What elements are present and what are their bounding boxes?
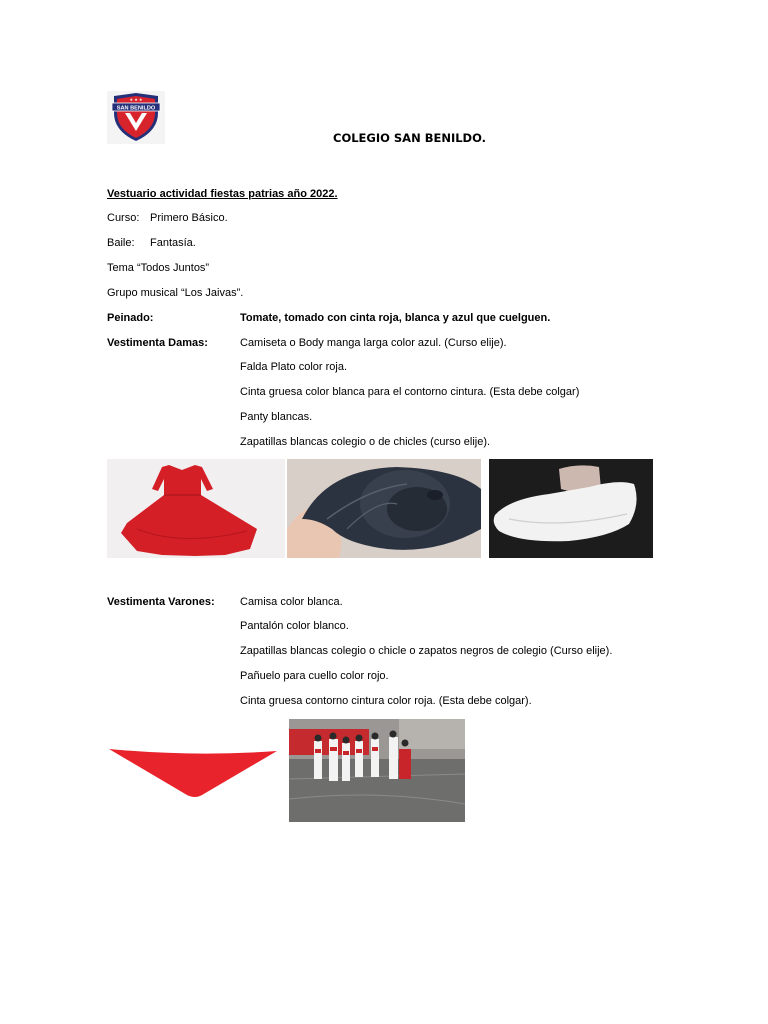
damas-item: Panty blancas.: [240, 411, 313, 423]
varones-item: Zapatillas blancas colegio o chicle o zapatos negros de colegio (Curso elije).: [240, 645, 613, 657]
peinado-label: Peinado:: [107, 312, 154, 324]
varones-item: Camisa color blanca.: [240, 596, 343, 608]
page-title: COLEGIO SAN BENILDO.: [333, 131, 486, 145]
school-logo: [107, 91, 165, 144]
peinado-value: Tomate, tomado con cinta roja, blanca y azul que cuelguen.: [240, 312, 551, 324]
logo-text: SAN BENILDO: [116, 105, 156, 112]
varones-item: Pantalón color blanco.: [240, 620, 349, 632]
damas-item: Falda Plato color roja.: [240, 361, 347, 373]
red-dress-photo: [107, 459, 285, 558]
document-heading: Vestuario actividad fiestas patrias año 2022.: [107, 188, 338, 200]
baile-value: Fantasía.: [150, 237, 196, 249]
damas-item: Camiseta o Body manga larga color azul. (Curso elije).: [240, 337, 507, 349]
dance-group-photo: [289, 719, 465, 822]
grupo-line: Grupo musical “Los Jaivas”.: [107, 287, 244, 299]
damas-item: Cinta gruesa color blanca para el contorno cintura. (Esta debe colgar): [240, 386, 580, 398]
white-shoe-photo: [489, 459, 653, 558]
curso-value: Primero Básico.: [150, 212, 228, 224]
varones-item: Pañuelo para cuello color rojo.: [240, 670, 389, 682]
red-scarf-photo: [107, 719, 283, 821]
hair-bun-photo: [287, 459, 481, 558]
tema-line: Tema “Todos Juntos”: [107, 262, 210, 274]
damas-item: Zapatillas blancas colegio o de chicles (curso elije).: [240, 436, 491, 448]
damas-label: Vestimenta Damas:: [107, 337, 208, 349]
varones-item: Cinta gruesa contorno cintura color roja. (Esta debe colgar).: [240, 695, 532, 707]
svg-text:★ ★ ★: ★ ★ ★: [129, 97, 143, 102]
varones-label: Vestimenta Varones:: [107, 596, 215, 608]
curso-label: Curso:: [107, 212, 140, 224]
baile-label: Baile:: [107, 237, 135, 249]
